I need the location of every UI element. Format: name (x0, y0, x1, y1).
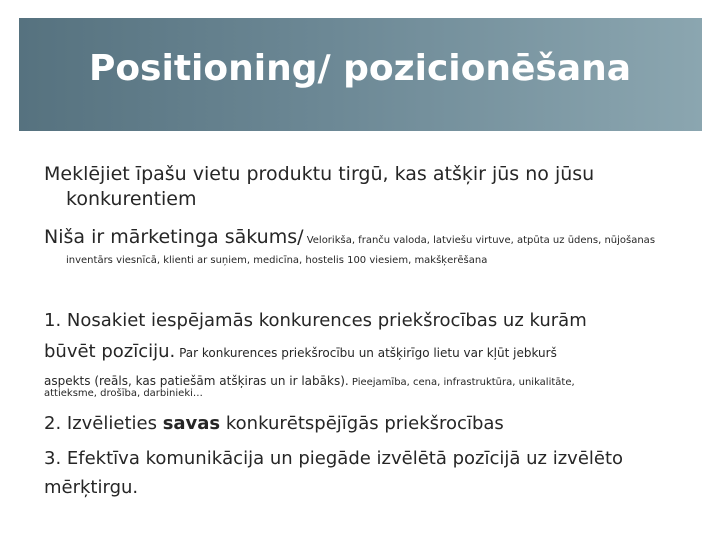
step-1-line: 1. Nosakiet iespējamās konkurences priekšrocības uz kurām (44, 310, 587, 331)
step-3-line-continued: mērķtirgu. (44, 477, 139, 498)
slide-title: Positioning/ pozicionēšana (88, 48, 632, 89)
niche-examples-continued: inventārs viesnīcā, klienti ar suņiem, medicīna, hostelis 100 viesiem, makšķerēšana (66, 255, 488, 266)
step-2-line (44, 413, 504, 434)
step-3-line: 3. Efektīva komunikācija un piegāde izvēlētā pozīcijā uz izvēlēto (44, 448, 624, 469)
niche-examples: Velorikša, franču valoda, latviešu virtuve, atpūta uz ūdens, nūjošanas (303, 235, 656, 246)
step-1-aspect: aspekts (reāls, kas patiešām atšķiras un ir labāks). (44, 374, 349, 388)
step-1-examples: Pieejamība, cena, infrastruktūra, unikalitāte, (348, 377, 575, 388)
step-1-emphasis: būvēt pozīciju. (44, 341, 176, 362)
step-1-line-2 (44, 341, 557, 362)
step-1-line-3 (44, 370, 575, 389)
step-2-suffix: konkurētspējīgās priekšrocības (220, 413, 504, 434)
step-1-examples-continued: attieksme, drošība, darbinieki… (44, 388, 203, 399)
intro-line: Meklējiet īpašu vietu produktu tirgū, kas atšķir jūs no jūsu (44, 163, 595, 185)
intro-line-continued: konkurentiem (66, 188, 197, 210)
niche-heading: Niša ir mārketinga sākums/ (44, 226, 304, 248)
step-1-detail: Par konkurences priekšrocību un atšķirīgo lietu var kļūt jebkurš (175, 346, 557, 360)
step-2-bold-word: savas (162, 413, 221, 434)
niche-line (44, 226, 655, 248)
step-2-prefix: 2. Izvēlieties (44, 413, 163, 434)
